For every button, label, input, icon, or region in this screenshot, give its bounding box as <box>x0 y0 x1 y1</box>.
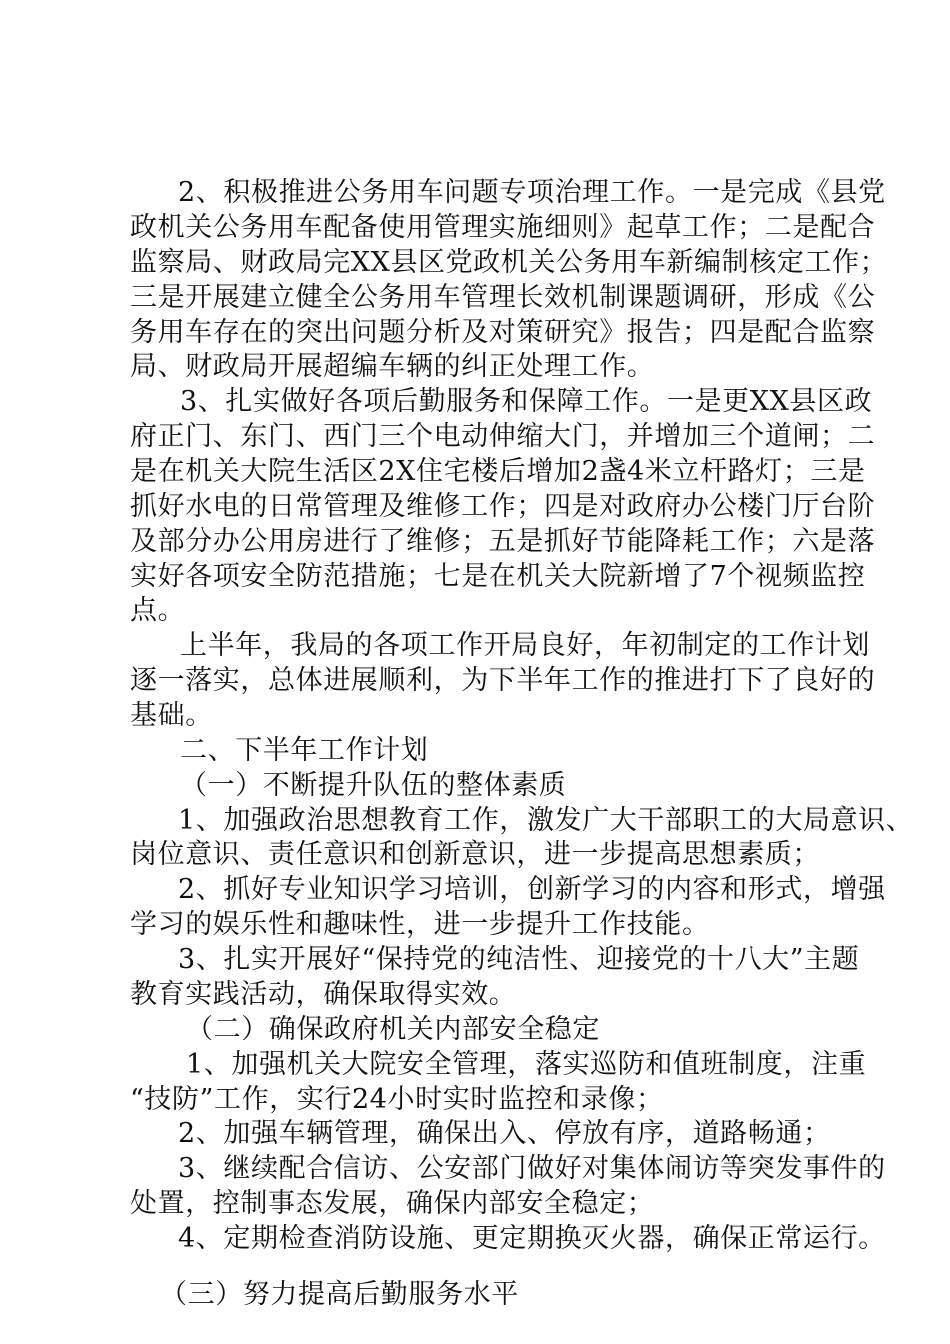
text-line: 监察局、财政局完XX县区党政机关公务用车新编制核定工作； <box>130 247 888 278</box>
text-line: 点。 <box>130 595 186 626</box>
text-line: 1、加强政治思想教育工作，激发广大干部职工的大局意识、 <box>178 805 914 836</box>
text-line: 上半年，我局的各项工作开局良好，年初制定的工作计划 <box>180 630 870 661</box>
text-line: 务用车存在的突出问题分析及对策研究》报告；四是配合监察 <box>130 317 876 348</box>
text-line: 是在机关大院生活区2X住宅楼后增加2盏4米立杆路灯；三是 <box>130 456 866 487</box>
text-line: 教育实践活动，确保取得实效。 <box>130 979 517 1010</box>
text-line: 实好各项安全防范措施；七是在机关大院新增了7个视频监控 <box>130 561 866 592</box>
text-line: 局、财政局开展超编车辆的纠正处理工作。 <box>130 351 655 382</box>
text-line: 及部分办公用房进行了维修；五是抓好节能降耗工作；六是落 <box>130 526 876 557</box>
text-line: 抓好水电的日常管理及维修工作；四是对政府办公楼门厅台阶 <box>130 491 876 522</box>
text-line: 处置，控制事态发展，确保内部安全稳定； <box>130 1188 655 1219</box>
text-line: 3、继续配合信访、公安部门做好对集体闹访等突发事件的 <box>178 1153 886 1184</box>
text-line: 基础。 <box>130 700 213 731</box>
subsection-heading: （一）不断提升队伍的整体素质 <box>180 770 567 801</box>
text-line: 3、扎实开展好“保持党的纯洁性、迎接党的十八大”主题 <box>178 944 860 975</box>
subsection-heading: （三）努力提高后勤服务水平 <box>160 1279 519 1310</box>
text-line: 4、定期检查消防设施、更定期换灭火器，确保正常运行。 <box>178 1223 886 1254</box>
text-line: 1、加强机关大院安全管理，落实巡防和值班制度，注重 <box>186 1049 867 1080</box>
subsection-heading: （二）确保政府机关内部安全稳定 <box>186 1014 600 1045</box>
text-line: 政机关公务用车配备使用管理实施细则》起草工作；二是配合 <box>130 212 876 243</box>
text-line: 三是开展建立健全公务用车管理长效机制课题调研，形成《公 <box>130 282 876 313</box>
text-line: 府正门、东门、西门三个电动伸缩大门，并增加三个道闸；二 <box>130 421 876 452</box>
text-line: 2、抓好专业知识学习培训，创新学习的内容和形式，增强 <box>178 874 886 905</box>
text-line: 学习的娱乐性和趣味性，进一步提升工作技能。 <box>130 909 710 940</box>
text-line: 逐一落实，总体进展顺利，为下半年工作的推进打下了良好的 <box>130 665 876 696</box>
text-line: 岗位意识、责任意识和创新意识，进一步提高思想素质； <box>130 839 820 870</box>
text-line: “技防”工作，实行24小时实时监控和录像； <box>130 1084 664 1115</box>
text-line: 3、扎实做好各项后勤服务和保障工作。一是更XX县区政 <box>180 386 873 417</box>
text-line: 2、积极推进公务用车问题专项治理工作。一是完成《县党 <box>178 177 886 208</box>
section-heading: 二、下半年工作计划 <box>180 735 429 766</box>
text-line: 2、加强车辆管理，确保出入、停放有序，道路畅通； <box>178 1118 831 1149</box>
